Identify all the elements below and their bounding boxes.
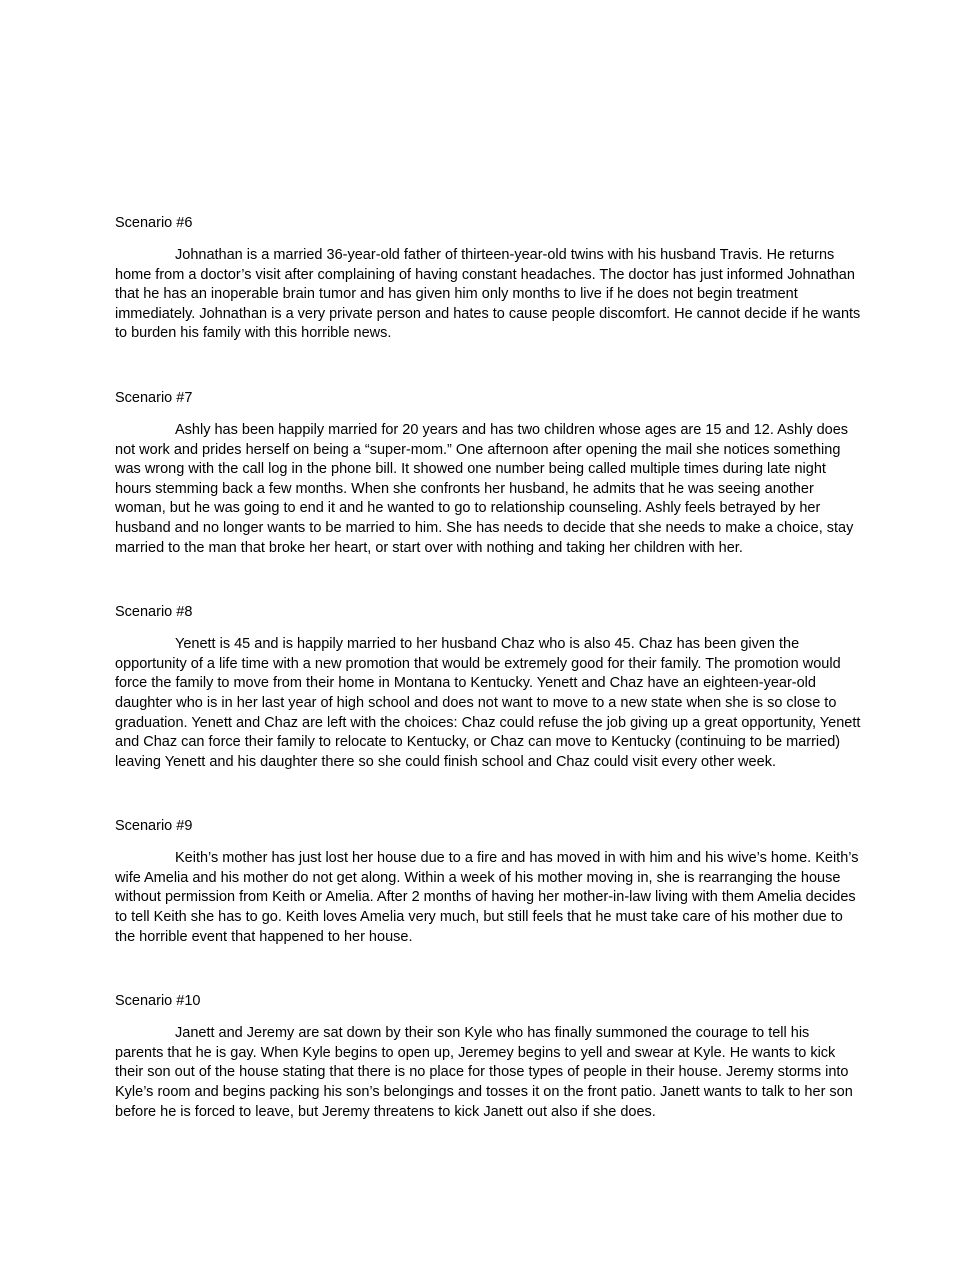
scenario-section-7 <box>115 388 861 558</box>
scenario-body: Johnathan is a married 36-year-old father of thirteen-year-old twins with his husband Travis. He returns home from a doctor’s visit after complaining of having constant headaches. The doctor has just informed Johnathan that he has an inoperable brain tumor and has given him only months to live if he does not begin treatment immediately. Johnathan is a very private person and hates to cause people discomfort. He cannot decide if he wants to burden his family with this horrible news. <box>115 247 861 342</box>
scenario-heading: Scenario #6 <box>115 215 193 231</box>
scenario-section-8 <box>115 602 861 772</box>
scenario-heading: Scenario #9 <box>115 818 193 835</box>
scenario-body: Yenett is 45 and is happily married to her husband Chaz who is also 45. Chaz has been given the opportunity of a life time with a new promotion that would be extremely good for their family. The promotion would force the family to move from their home in Montana to Kentucky. Yenett and Chaz have an eighteen-year-old daughter who is in her last year of high school and does not want to move to a new state when she is so close to graduation. Yenett and Chaz are left with the choices: Chaz could refuse the job giving up a great opportunity, Yenett and Chaz can force their family to relocate to Kentucky, or Chaz can move to Kentucky (continuing to be married) leaving Yenett and his daughter there so she could finish school and Chaz could visit every other week. <box>115 636 861 770</box>
scenario-section-6 <box>115 213 861 344</box>
scenario-section-9 <box>115 816 861 947</box>
scenario-heading: Scenario #7 <box>115 389 193 406</box>
scenario-body: Keith’s mother has just lost her house due to a fire and has moved in with him and his wive’s home. Keith’s wife Amelia and his mother do not get along. Within a week of his mother moving in, she is rearranging the house without permission from Keith or Amelia. After 2 months of having her mother-in-law living with them Amelia decides to tell Keith she has to go. Keith loves Amelia very much, but still feels that he must take care of his mother due to the horrible event that happened to her house. <box>115 850 859 945</box>
scenario-body: Janett and Jeremy are sat down by their son Kyle who has finally summoned the courage to tell his parents that he is gay. When Kyle begins to open up, Jeremey begins to yell and swear at Kyle. He wants to kick their son out of the house stating that there is no place for those types of people in their house. Jeremy storms into Kyle’s room and begins packing his son’s belongings and tosses it on the front patio. Janett wants to talk to her son before he is forced to leave, but Jeremy threatens to kick Janett out also if she does. <box>115 1025 853 1120</box>
scenario-body: Ashly has been happily married for 20 years and has two children whose ages are 15 and 12. Ashly does not work and prides herself on being a “super-mom.” One afternoon after opening the mail she notices something was wrong with the call log in the phone bill. It showed one number being called multiple times during late night hours stemming back a few months. When she confronts her husband, he admits that he was seeing another woman, but he was going to end it and he wanted to go to relationship counseling. Ashly feels betrayed by her husband and no longer wants to be married to him. She has needs to decide that she needs to make a choice, stay married to the man that broke her heart, or start over with nothing and taking her children with her. <box>115 421 854 556</box>
scenario-section-10 <box>115 991 861 1122</box>
scenario-heading: Scenario #8 <box>115 604 193 621</box>
scenario-heading: Scenario #10 <box>115 993 201 1010</box>
